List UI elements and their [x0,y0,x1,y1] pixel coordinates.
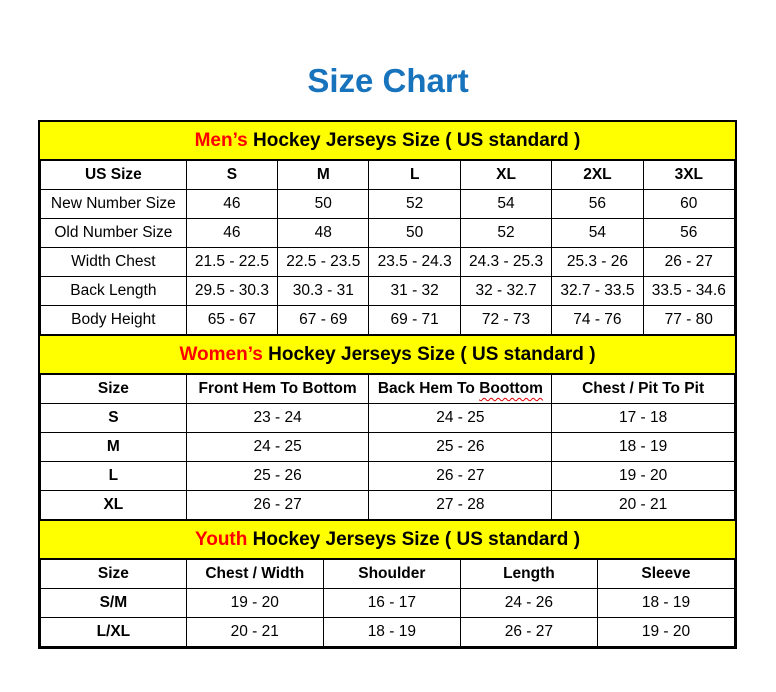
size-value: 17 - 18 [552,404,735,433]
column-header: Shoulder [323,560,460,589]
size-value: 33.5 - 34.6 [643,277,734,306]
youth-section-heading [40,520,735,559]
row-label: Width Chest [41,248,187,277]
size-value: 19 - 20 [186,589,323,618]
row-label: L/XL [41,618,187,647]
table-row [41,404,735,433]
mens-heading-highlight: Men’s [194,130,248,151]
row-label: S [41,404,187,433]
mens-header-row [41,161,735,190]
womens-heading-rest: Hockey Jerseys Size ( US standard ) [262,344,596,365]
size-value: 23.5 - 24.3 [369,248,460,277]
table-row [41,306,735,335]
size-value: 23 - 24 [186,404,369,433]
size-value: 24 - 25 [369,404,552,433]
table-row [41,219,735,248]
size-value: 56 [552,190,643,219]
size-value: 24 - 25 [186,433,369,462]
misspelled-prefix: Back Hem To [377,380,480,397]
size-value: 24 - 26 [460,589,597,618]
column-header: XL [460,161,551,190]
column-header: 2XL [552,161,643,190]
column-header: Front Hem To Bottom [186,375,369,404]
size-value: 30.3 - 31 [278,277,369,306]
size-chart-table-group [38,120,737,649]
table-row [41,190,735,219]
table-row [41,462,735,491]
size-value: 56 [643,219,734,248]
table-row [41,589,735,618]
size-value: 65 - 67 [186,306,277,335]
column-header: Size [41,560,187,589]
womens-heading-highlight: Women’s [179,344,263,365]
size-value: 32 - 32.7 [460,277,551,306]
column-header: 3XL [643,161,734,190]
size-value: 25 - 26 [186,462,369,491]
size-value: 22.5 - 23.5 [278,248,369,277]
youth-heading-rest: Hockey Jerseys Size ( US standard ) [247,529,581,550]
table-row [41,277,735,306]
size-value: 27 - 28 [369,491,552,520]
size-value: 26 - 27 [369,462,552,491]
size-value: 18 - 19 [597,589,734,618]
size-value: 20 - 21 [186,618,323,647]
size-value: 69 - 71 [369,306,460,335]
column-header: Chest / Width [186,560,323,589]
youth-size-table [40,559,735,647]
size-value: 74 - 76 [552,306,643,335]
size-value: 21.5 - 22.5 [186,248,277,277]
size-value: 54 [460,190,551,219]
column-header: L [369,161,460,190]
size-value: 18 - 19 [323,618,460,647]
column-header: Size [41,375,187,404]
size-value: 46 [186,190,277,219]
size-value: 24.3 - 25.3 [460,248,551,277]
size-value: 72 - 73 [460,306,551,335]
youth-heading-highlight: Youth [194,529,248,550]
size-value: 52 [369,190,460,219]
size-value: 50 [369,219,460,248]
column-header: Length [460,560,597,589]
mens-size-table [40,160,735,335]
row-label: Old Number Size [41,219,187,248]
row-label: XL [41,491,187,520]
size-value: 16 - 17 [323,589,460,618]
size-value: 52 [460,219,551,248]
column-header: US Size [41,161,187,190]
size-value: 18 - 19 [552,433,735,462]
size-value: 31 - 32 [369,277,460,306]
youth-header-row [41,560,735,589]
womens-size-table [40,374,735,520]
size-value: 60 [643,190,734,219]
size-value: 54 [552,219,643,248]
size-value: 29.5 - 30.3 [186,277,277,306]
womens-section-heading [40,335,735,374]
page-title: Size Chart [307,62,469,99]
size-value: 19 - 20 [597,618,734,647]
size-value: 26 - 27 [186,491,369,520]
row-label: S/M [41,589,187,618]
column-header: S [186,161,277,190]
table-row [41,491,735,520]
row-label: New Number Size [41,190,187,219]
row-label: L [41,462,187,491]
size-value: 48 [278,219,369,248]
size-value: 19 - 20 [552,462,735,491]
row-label: M [41,433,187,462]
row-label: Back Length [41,277,187,306]
size-value: 25.3 - 26 [552,248,643,277]
size-value: 32.7 - 33.5 [552,277,643,306]
size-value: 26 - 27 [460,618,597,647]
size-value: 50 [278,190,369,219]
table-row [41,433,735,462]
size-value: 77 - 80 [643,306,734,335]
column-header: Chest / Pit To Pit [552,375,735,404]
column-header-misspelled [369,375,552,404]
size-value: 26 - 27 [643,248,734,277]
column-header: Sleeve [597,560,734,589]
table-row [41,618,735,647]
size-value: 67 - 69 [278,306,369,335]
row-label: Body Height [41,306,187,335]
mens-section-heading [40,122,735,160]
size-value: 20 - 21 [552,491,735,520]
table-row [41,248,735,277]
womens-header-row [41,375,735,404]
column-header: M [278,161,369,190]
size-value: 25 - 26 [369,433,552,462]
size-value: 46 [186,219,277,248]
mens-heading-rest: Hockey Jerseys Size ( US standard ) [247,130,581,151]
misspelled-word: Boottom [479,380,543,397]
